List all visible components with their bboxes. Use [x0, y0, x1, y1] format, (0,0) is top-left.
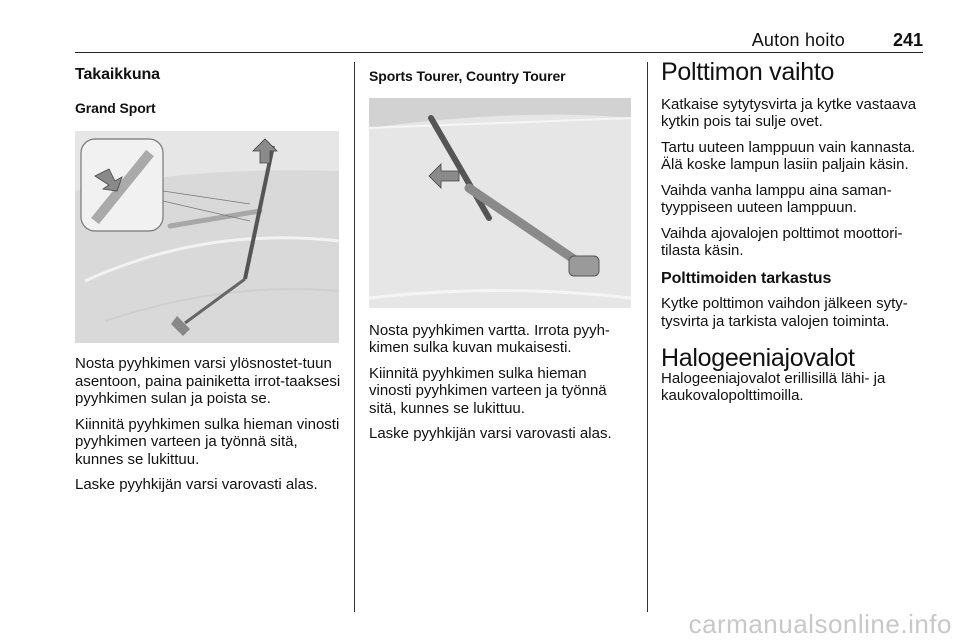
paragraph: Laske pyyhkijän varsi varovasti alas. [75, 476, 318, 493]
page-header [75, 30, 923, 53]
column-3 [661, 58, 929, 413]
paragraph: Tartu uuteen lamppuun vain kannasta. Älä koske lampun lasiin paljain käsin. [661, 138, 916, 173]
chapter-title: Auton hoito [751, 30, 845, 50]
column-divider-2 [647, 62, 648, 612]
column-2 [369, 58, 633, 451]
paragraph: Laske pyyhkijän varsi varovasti alas. [369, 425, 612, 442]
heading-bulb-replacement: Polttimon vaihto [661, 58, 835, 86]
grand-sport-wiper-illustration [75, 131, 339, 343]
subheading-bulb-check: Polttimoiden tarkastus [661, 269, 832, 287]
paragraph: Halogeeniajovalot erillisillä lähi- ja kaukovalopolttimoilla. [661, 369, 886, 404]
paragraph: Vaihda ajovalojen polttimot moottori-tilasta käsin. [661, 224, 903, 259]
subsection-grand-sport: Grand Sport [75, 99, 156, 116]
heading-halogen-headlights: Halogeeniajovalot [661, 344, 855, 372]
paragraph: Kiinnitä pyyhkimen sulka hieman vinosti pyyhkimen varteen ja työnnä sitä, kunnes se lukittuu. [369, 364, 607, 417]
sports-tourer-wiper-illustration [369, 98, 631, 308]
paragraph: Kytke polttimon vaihdon jälkeen syty-tysvirta ja tarkista valojen toiminta. [661, 295, 908, 330]
watermark: carmanualsonline.info [688, 609, 952, 639]
column-divider-1 [354, 62, 355, 612]
paragraph: Katkaise sytytysvirta ja kytke vastaava kytkin pois tai sulje ovet. [661, 95, 917, 130]
column-1 [75, 58, 343, 502]
section-title-rear-window: Takaikkuna [75, 66, 160, 83]
page-number: 241 [892, 30, 923, 50]
subsection-sports-tourer: Sports Tourer, Country Tourer [369, 68, 566, 84]
paragraph: Vaihda vanha lamppu aina saman-tyyppiseen uuteen lamppuun. [661, 181, 892, 216]
paragraph: Nosta pyyhkimen vartta. Irrota pyyh-kimen sulka kuvan mukaisesti. [369, 321, 610, 356]
paragraph: Kiinnitä pyyhkimen sulka hieman vinosti pyyhkimen varteen ja työnnä sitä, kunnes se lukittuu. [75, 415, 340, 468]
paragraph: Nosta pyyhkimen varsi ylösnostet-tuun asentoon, paina painiketta irrot-taaksesi pyyhkimen sulan ja poista se. [75, 355, 341, 407]
